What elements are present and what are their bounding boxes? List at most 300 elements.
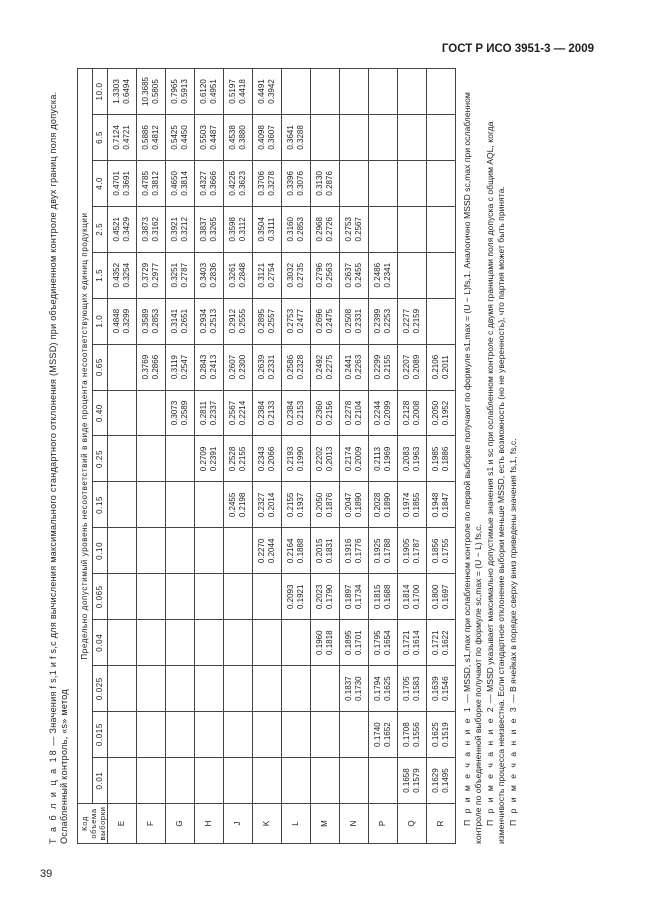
fsc-value: 0.3112 xyxy=(238,217,247,242)
value-cell xyxy=(224,758,253,804)
aql-header: Предельно допустимый уровень несоответствий в виде процента несоответствующих единиц продукции xyxy=(78,69,93,804)
value-cell xyxy=(398,482,427,528)
fsc-value: 0.1734 xyxy=(354,584,363,610)
table-row xyxy=(340,69,369,844)
fs1-value: 0.2015 xyxy=(315,538,324,564)
value-cell xyxy=(108,206,137,252)
table-row xyxy=(224,69,253,844)
notes-block xyxy=(462,68,519,844)
fs1-value: 0.1625 xyxy=(431,722,440,747)
aql-header-cell: 2.5 xyxy=(93,206,108,252)
value-cell xyxy=(369,528,398,574)
value-cell xyxy=(108,666,137,712)
fs1-value: 0.2968 xyxy=(315,217,324,242)
aql-header-cell: 0.04 xyxy=(93,620,108,666)
value-cell xyxy=(369,206,398,252)
value-cell xyxy=(369,482,398,528)
value-cell xyxy=(427,114,456,160)
table-row xyxy=(137,69,166,844)
value-cell xyxy=(311,436,340,482)
fsc-value: 0.3429 xyxy=(122,217,131,242)
fsc-value: 0.3666 xyxy=(209,171,218,196)
fs1-value: 0.1629 xyxy=(431,768,440,793)
value-cell xyxy=(282,574,311,620)
fs1-value: 0.4352 xyxy=(112,262,121,288)
fs1-value: 0.3119 xyxy=(170,355,179,380)
value-cell xyxy=(253,436,282,482)
value-cell xyxy=(224,160,253,206)
code-cell: R xyxy=(427,804,456,844)
value-cell xyxy=(311,206,340,252)
aql-header-cell: 0.015 xyxy=(93,712,108,758)
fsc-value: 0.3076 xyxy=(296,171,305,196)
value-cell xyxy=(108,620,137,666)
table-row xyxy=(398,69,427,844)
value-cell xyxy=(427,160,456,206)
fs1-value: 0.2811 xyxy=(199,401,208,425)
value-cell xyxy=(282,69,311,115)
value-cell xyxy=(398,160,427,206)
aql-header-cell: 0.40 xyxy=(93,390,108,436)
fsc-value: 0.2589 xyxy=(180,400,189,426)
fs1-value: 0.4650 xyxy=(170,171,179,196)
value-cell xyxy=(340,620,369,666)
fsc-value: 0.2455 xyxy=(354,262,363,288)
value-cell xyxy=(166,390,195,436)
fsc-value: 0.5913 xyxy=(180,79,189,104)
fsc-value: 0.3691 xyxy=(122,171,131,196)
value-cell xyxy=(224,574,253,620)
fsc-value: 0.2547 xyxy=(180,354,189,380)
value-cell xyxy=(166,69,195,115)
fsc-value: 0.1654 xyxy=(383,630,392,655)
value-cell xyxy=(369,758,398,804)
value-cell xyxy=(108,252,137,298)
fsc-value: 0.1519 xyxy=(441,722,450,747)
page-number: 39 xyxy=(40,868,53,880)
value-cell xyxy=(166,344,195,390)
fs1-value: 0.3589 xyxy=(141,308,150,334)
fs1-value: 0.1639 xyxy=(431,676,440,701)
value-cell xyxy=(195,666,224,712)
fsc-value: 0.4812 xyxy=(151,125,160,150)
fs1-value: 0.6120 xyxy=(199,79,208,104)
fsc-value: 0.2155 xyxy=(383,354,392,380)
fs1-value: 0.2360 xyxy=(315,400,324,426)
fs1-value: 0.1925 xyxy=(373,538,382,564)
note-1: П р и м е ч а н и е 1 — MSSD, s1,max при ослабленном контроле по первой выборке получают по формуле s1,max = (U − L)fs,1. Аналогично MSSD sc,max при ослабленном контроле по объединенной выборке получают по формуле sc,max = (U − L) fs,c. xyxy=(462,92,484,844)
value-cell xyxy=(311,114,340,160)
mssd-table xyxy=(77,68,456,844)
value-cell xyxy=(224,482,253,528)
value-cell xyxy=(282,482,311,528)
fs1-value: 0.2193 xyxy=(286,446,295,472)
value-cell xyxy=(253,69,282,115)
value-cell xyxy=(282,528,311,574)
value-cell xyxy=(108,436,137,482)
value-cell xyxy=(427,666,456,712)
value-cell xyxy=(253,390,282,436)
value-cell xyxy=(137,574,166,620)
fs1-value: 0.2709 xyxy=(199,446,208,472)
fs1-value: 0.2083 xyxy=(402,446,411,472)
value-cell xyxy=(340,344,369,390)
value-cell xyxy=(253,252,282,298)
value-cell xyxy=(340,758,369,804)
document-header: ГОСТ Р ИСО 3951-3 — 2009 xyxy=(441,43,594,55)
code-cell: E xyxy=(108,804,137,844)
fsc-value: 0.1788 xyxy=(383,538,392,564)
code-cell: G xyxy=(166,804,195,844)
fsc-value: 0.1614 xyxy=(412,630,421,655)
value-cell xyxy=(253,666,282,712)
fs1-value: 0.2047 xyxy=(344,492,353,518)
fsc-value: 0.1700 xyxy=(412,584,421,610)
value-cell xyxy=(369,712,398,758)
value-cell xyxy=(398,574,427,620)
value-cell xyxy=(137,758,166,804)
value-cell xyxy=(311,758,340,804)
value-cell xyxy=(166,758,195,804)
fs1-value: 0.3598 xyxy=(228,217,237,242)
value-cell xyxy=(166,574,195,620)
fsc-value: 0.2977 xyxy=(151,262,160,288)
value-cell xyxy=(427,758,456,804)
value-cell xyxy=(340,436,369,482)
fs1-value: 0.1897 xyxy=(344,584,353,610)
fs1-value: 0.3504 xyxy=(257,217,266,242)
fs1-value: 0.4701 xyxy=(112,171,121,196)
value-cell xyxy=(137,666,166,712)
value-cell xyxy=(369,666,398,712)
fs1-value: 0.2384 xyxy=(257,400,266,426)
table-caption xyxy=(48,68,70,844)
aql-values-row xyxy=(93,69,108,844)
fs1-value: 0.2492 xyxy=(315,354,324,380)
value-cell xyxy=(398,620,427,666)
fsc-value: 0.1556 xyxy=(412,722,421,747)
fs1-value: 0.5197 xyxy=(228,79,237,104)
fsc-value: 0.2391 xyxy=(209,446,218,472)
fsc-value: 0.2133 xyxy=(267,400,276,426)
value-cell xyxy=(224,666,253,712)
aql-header-cell: 4.0 xyxy=(93,160,108,206)
value-cell xyxy=(137,114,166,160)
fsc-value: 0.2089 xyxy=(412,354,421,380)
value-cell xyxy=(427,436,456,482)
fs1-value: 0.3160 xyxy=(286,217,295,242)
fsc-value: 0.4418 xyxy=(238,79,247,104)
value-cell xyxy=(195,390,224,436)
value-cell xyxy=(253,712,282,758)
fs1-value: 0.2441 xyxy=(344,354,353,380)
fs1-value: 0.1795 xyxy=(373,630,382,655)
fsc-value: 0.2156 xyxy=(325,400,334,426)
table-row xyxy=(108,69,137,844)
value-cell xyxy=(166,482,195,528)
value-cell xyxy=(369,574,398,620)
value-cell xyxy=(427,574,456,620)
aql-header-cell: 0.65 xyxy=(93,344,108,390)
fsc-value: 0.2341 xyxy=(383,262,392,288)
value-cell xyxy=(340,712,369,758)
fs1-value: 1.3303 xyxy=(112,79,121,104)
fsc-value: 0.1495 xyxy=(441,768,450,793)
fsc-value: 0.1847 xyxy=(441,492,450,518)
value-cell xyxy=(398,252,427,298)
fsc-value: 0.2159 xyxy=(412,308,421,334)
fsc-value: 0.4487 xyxy=(209,125,218,150)
fsc-value: 0.2155 xyxy=(238,446,247,472)
value-cell xyxy=(398,758,427,804)
fs1-value: 0.2895 xyxy=(257,308,266,334)
value-cell xyxy=(108,69,137,115)
value-cell xyxy=(427,528,456,574)
fs1-value: 0.3251 xyxy=(170,262,179,288)
value-cell xyxy=(108,758,137,804)
value-cell xyxy=(108,344,137,390)
fs1-value: 0.1895 xyxy=(344,630,353,655)
value-cell xyxy=(108,482,137,528)
fs1-value: 0.5503 xyxy=(199,125,208,150)
fsc-value: 0.3278 xyxy=(267,171,276,196)
fs1-value: 0.7965 xyxy=(170,79,179,104)
aql-header-cell: 0.01 xyxy=(93,758,108,804)
fs1-value: 0.2586 xyxy=(286,354,295,380)
value-cell xyxy=(224,712,253,758)
rotated-page-content xyxy=(48,68,592,844)
value-cell xyxy=(369,620,398,666)
fs1-value: 0.2164 xyxy=(286,538,295,564)
value-cell xyxy=(224,252,253,298)
value-cell xyxy=(224,69,253,115)
value-cell xyxy=(108,160,137,206)
fs1-value: 0.2174 xyxy=(344,446,353,472)
value-cell xyxy=(427,344,456,390)
value-cell xyxy=(427,298,456,344)
fs1-value: 0.2567 xyxy=(228,400,237,426)
code-cell: P xyxy=(369,804,398,844)
value-cell xyxy=(195,712,224,758)
fsc-value: 0.3607 xyxy=(267,125,276,150)
fsc-value: 0.3880 xyxy=(238,125,247,150)
fs1-value: 0.1708 xyxy=(402,722,411,747)
value-cell xyxy=(166,436,195,482)
value-cell xyxy=(195,298,224,344)
value-cell xyxy=(282,344,311,390)
value-cell xyxy=(340,528,369,574)
value-cell xyxy=(137,712,166,758)
fs1-value: 0.1974 xyxy=(402,492,411,518)
value-cell xyxy=(224,528,253,574)
value-cell xyxy=(369,298,398,344)
fs1-value: 0.2106 xyxy=(431,354,440,380)
fsc-value: 0.1755 xyxy=(441,538,450,564)
value-cell xyxy=(195,252,224,298)
fs1-value: 0.2384 xyxy=(286,400,295,426)
fs1-value: 0.4327 xyxy=(199,171,208,196)
fs1-value: 0.3729 xyxy=(141,262,150,288)
code-cell: J xyxy=(224,804,253,844)
value-cell xyxy=(340,160,369,206)
fsc-value: 0.2475 xyxy=(325,308,334,334)
value-cell xyxy=(398,436,427,482)
value-cell xyxy=(224,390,253,436)
fs1-value: 0.1916 xyxy=(344,538,353,564)
fsc-value: 0.2104 xyxy=(354,400,363,426)
fs1-value: 0.3641 xyxy=(286,125,295,150)
aql-header-cell: 10.0 xyxy=(93,69,108,115)
value-cell xyxy=(195,436,224,482)
fsc-value: 0.2263 xyxy=(354,354,363,380)
fs1-value: 0.3396 xyxy=(286,171,295,196)
fs1-value: 0.2455 xyxy=(228,492,237,518)
value-cell xyxy=(137,69,166,115)
fsc-value: 0.2013 xyxy=(325,446,334,472)
value-cell xyxy=(137,436,166,482)
value-cell xyxy=(282,160,311,206)
value-cell xyxy=(311,482,340,528)
value-cell xyxy=(311,160,340,206)
fsc-value: 0.2198 xyxy=(238,492,247,518)
value-cell xyxy=(369,252,398,298)
fs1-value: 0.2244 xyxy=(373,400,382,426)
value-cell xyxy=(369,344,398,390)
fs1-value: 0.3873 xyxy=(141,217,150,242)
value-cell xyxy=(427,620,456,666)
value-cell xyxy=(166,528,195,574)
fsc-value: 0.2836 xyxy=(209,262,218,288)
value-cell xyxy=(398,344,427,390)
table-row xyxy=(253,69,282,844)
fs1-value: 0.2023 xyxy=(315,584,324,610)
value-cell xyxy=(166,252,195,298)
fs1-value: 0.4226 xyxy=(228,171,237,196)
fsc-value: 0.3265 xyxy=(209,217,218,242)
value-cell xyxy=(108,574,137,620)
fsc-value: 0.3942 xyxy=(267,79,276,104)
value-cell xyxy=(166,114,195,160)
value-cell xyxy=(311,252,340,298)
fsc-value: 0.2300 xyxy=(238,354,247,380)
fsc-value: 0.3623 xyxy=(238,171,247,196)
fsc-value: 0.3812 xyxy=(151,171,160,196)
code-cell: M xyxy=(311,804,340,844)
fsc-value: 0.1855 xyxy=(412,492,421,518)
value-cell xyxy=(311,298,340,344)
fs1-value: 0.2934 xyxy=(199,308,208,334)
value-cell xyxy=(427,712,456,758)
value-cell xyxy=(166,712,195,758)
fs1-value: 0.2277 xyxy=(402,308,411,334)
value-cell xyxy=(282,620,311,666)
fs1-value: 0.4098 xyxy=(257,125,266,150)
fs1-value: 0.2093 xyxy=(286,584,295,610)
table-row xyxy=(282,69,311,844)
fs1-value: 0.2128 xyxy=(402,400,411,426)
fsc-value: 0.2153 xyxy=(296,400,305,426)
value-cell xyxy=(369,390,398,436)
value-cell xyxy=(253,114,282,160)
value-cell xyxy=(340,114,369,160)
fsc-value: 0.2726 xyxy=(325,217,334,242)
fsc-value: 0.2567 xyxy=(354,217,363,242)
fs1-value: 0.1721 xyxy=(402,630,411,655)
value-cell xyxy=(369,160,398,206)
code-cell: L xyxy=(282,804,311,844)
fs1-value: 0.3032 xyxy=(286,262,295,288)
value-cell xyxy=(398,114,427,160)
value-cell xyxy=(108,298,137,344)
fsc-value: 0.1969 xyxy=(383,446,392,472)
aql-header-cell: 0.10 xyxy=(93,528,108,574)
fsc-value: 0.2513 xyxy=(209,308,218,334)
fsc-value: 0.1831 xyxy=(325,538,334,564)
fs1-value: 0.1705 xyxy=(402,676,411,701)
fs1-value: 0.2912 xyxy=(228,308,237,334)
value-cell xyxy=(253,574,282,620)
value-cell xyxy=(195,528,224,574)
fs1-value: 10.3685 xyxy=(141,77,150,106)
fs1-value: 0.1740 xyxy=(373,722,382,747)
fs1-value: 0.2528 xyxy=(228,446,237,472)
fsc-value: 0.2009 xyxy=(354,446,363,472)
value-cell xyxy=(253,344,282,390)
fs1-value: 0.3261 xyxy=(228,262,237,288)
fs1-value: 0.2299 xyxy=(373,354,382,380)
fsc-value: 0.2008 xyxy=(412,400,421,426)
fsc-value: 0.1730 xyxy=(354,676,363,701)
value-cell xyxy=(282,758,311,804)
fs1-value: 0.3921 xyxy=(170,217,179,242)
value-cell xyxy=(195,620,224,666)
value-cell xyxy=(340,666,369,712)
fsc-value: 0.2014 xyxy=(267,492,276,518)
fsc-value: 0.1583 xyxy=(412,676,421,701)
fs1-value: 0.2639 xyxy=(257,354,266,380)
fs1-value: 0.3403 xyxy=(199,262,208,288)
value-cell xyxy=(195,206,224,252)
value-cell xyxy=(369,114,398,160)
value-cell xyxy=(137,252,166,298)
value-cell xyxy=(398,528,427,574)
value-cell xyxy=(282,206,311,252)
value-cell xyxy=(427,482,456,528)
fsc-value: 0.2477 xyxy=(296,308,305,334)
aql-header-cell: 0.15 xyxy=(93,482,108,528)
fs1-value: 0.3121 xyxy=(257,262,266,288)
fs1-value: 0.3130 xyxy=(315,171,324,196)
fs1-value: 0.2508 xyxy=(344,308,353,334)
fsc-value: 0.2099 xyxy=(383,400,392,426)
fs1-value: 0.4521 xyxy=(112,217,121,242)
aql-header-cell: 1.0 xyxy=(93,298,108,344)
fsc-value: 0.1652 xyxy=(383,722,392,747)
value-cell xyxy=(166,206,195,252)
fsc-value: 0.1937 xyxy=(296,492,305,518)
fsc-value: 0.2787 xyxy=(180,262,189,288)
fs1-value: 0.2607 xyxy=(228,354,237,380)
code-cell: N xyxy=(340,804,369,844)
value-cell xyxy=(340,298,369,344)
value-cell xyxy=(398,206,427,252)
fsc-value: 0.3111 xyxy=(267,217,276,241)
value-cell xyxy=(137,482,166,528)
fsc-value: 0.4450 xyxy=(180,125,189,150)
value-cell xyxy=(398,298,427,344)
value-cell xyxy=(224,114,253,160)
fs1-value: 0.1815 xyxy=(373,584,382,610)
